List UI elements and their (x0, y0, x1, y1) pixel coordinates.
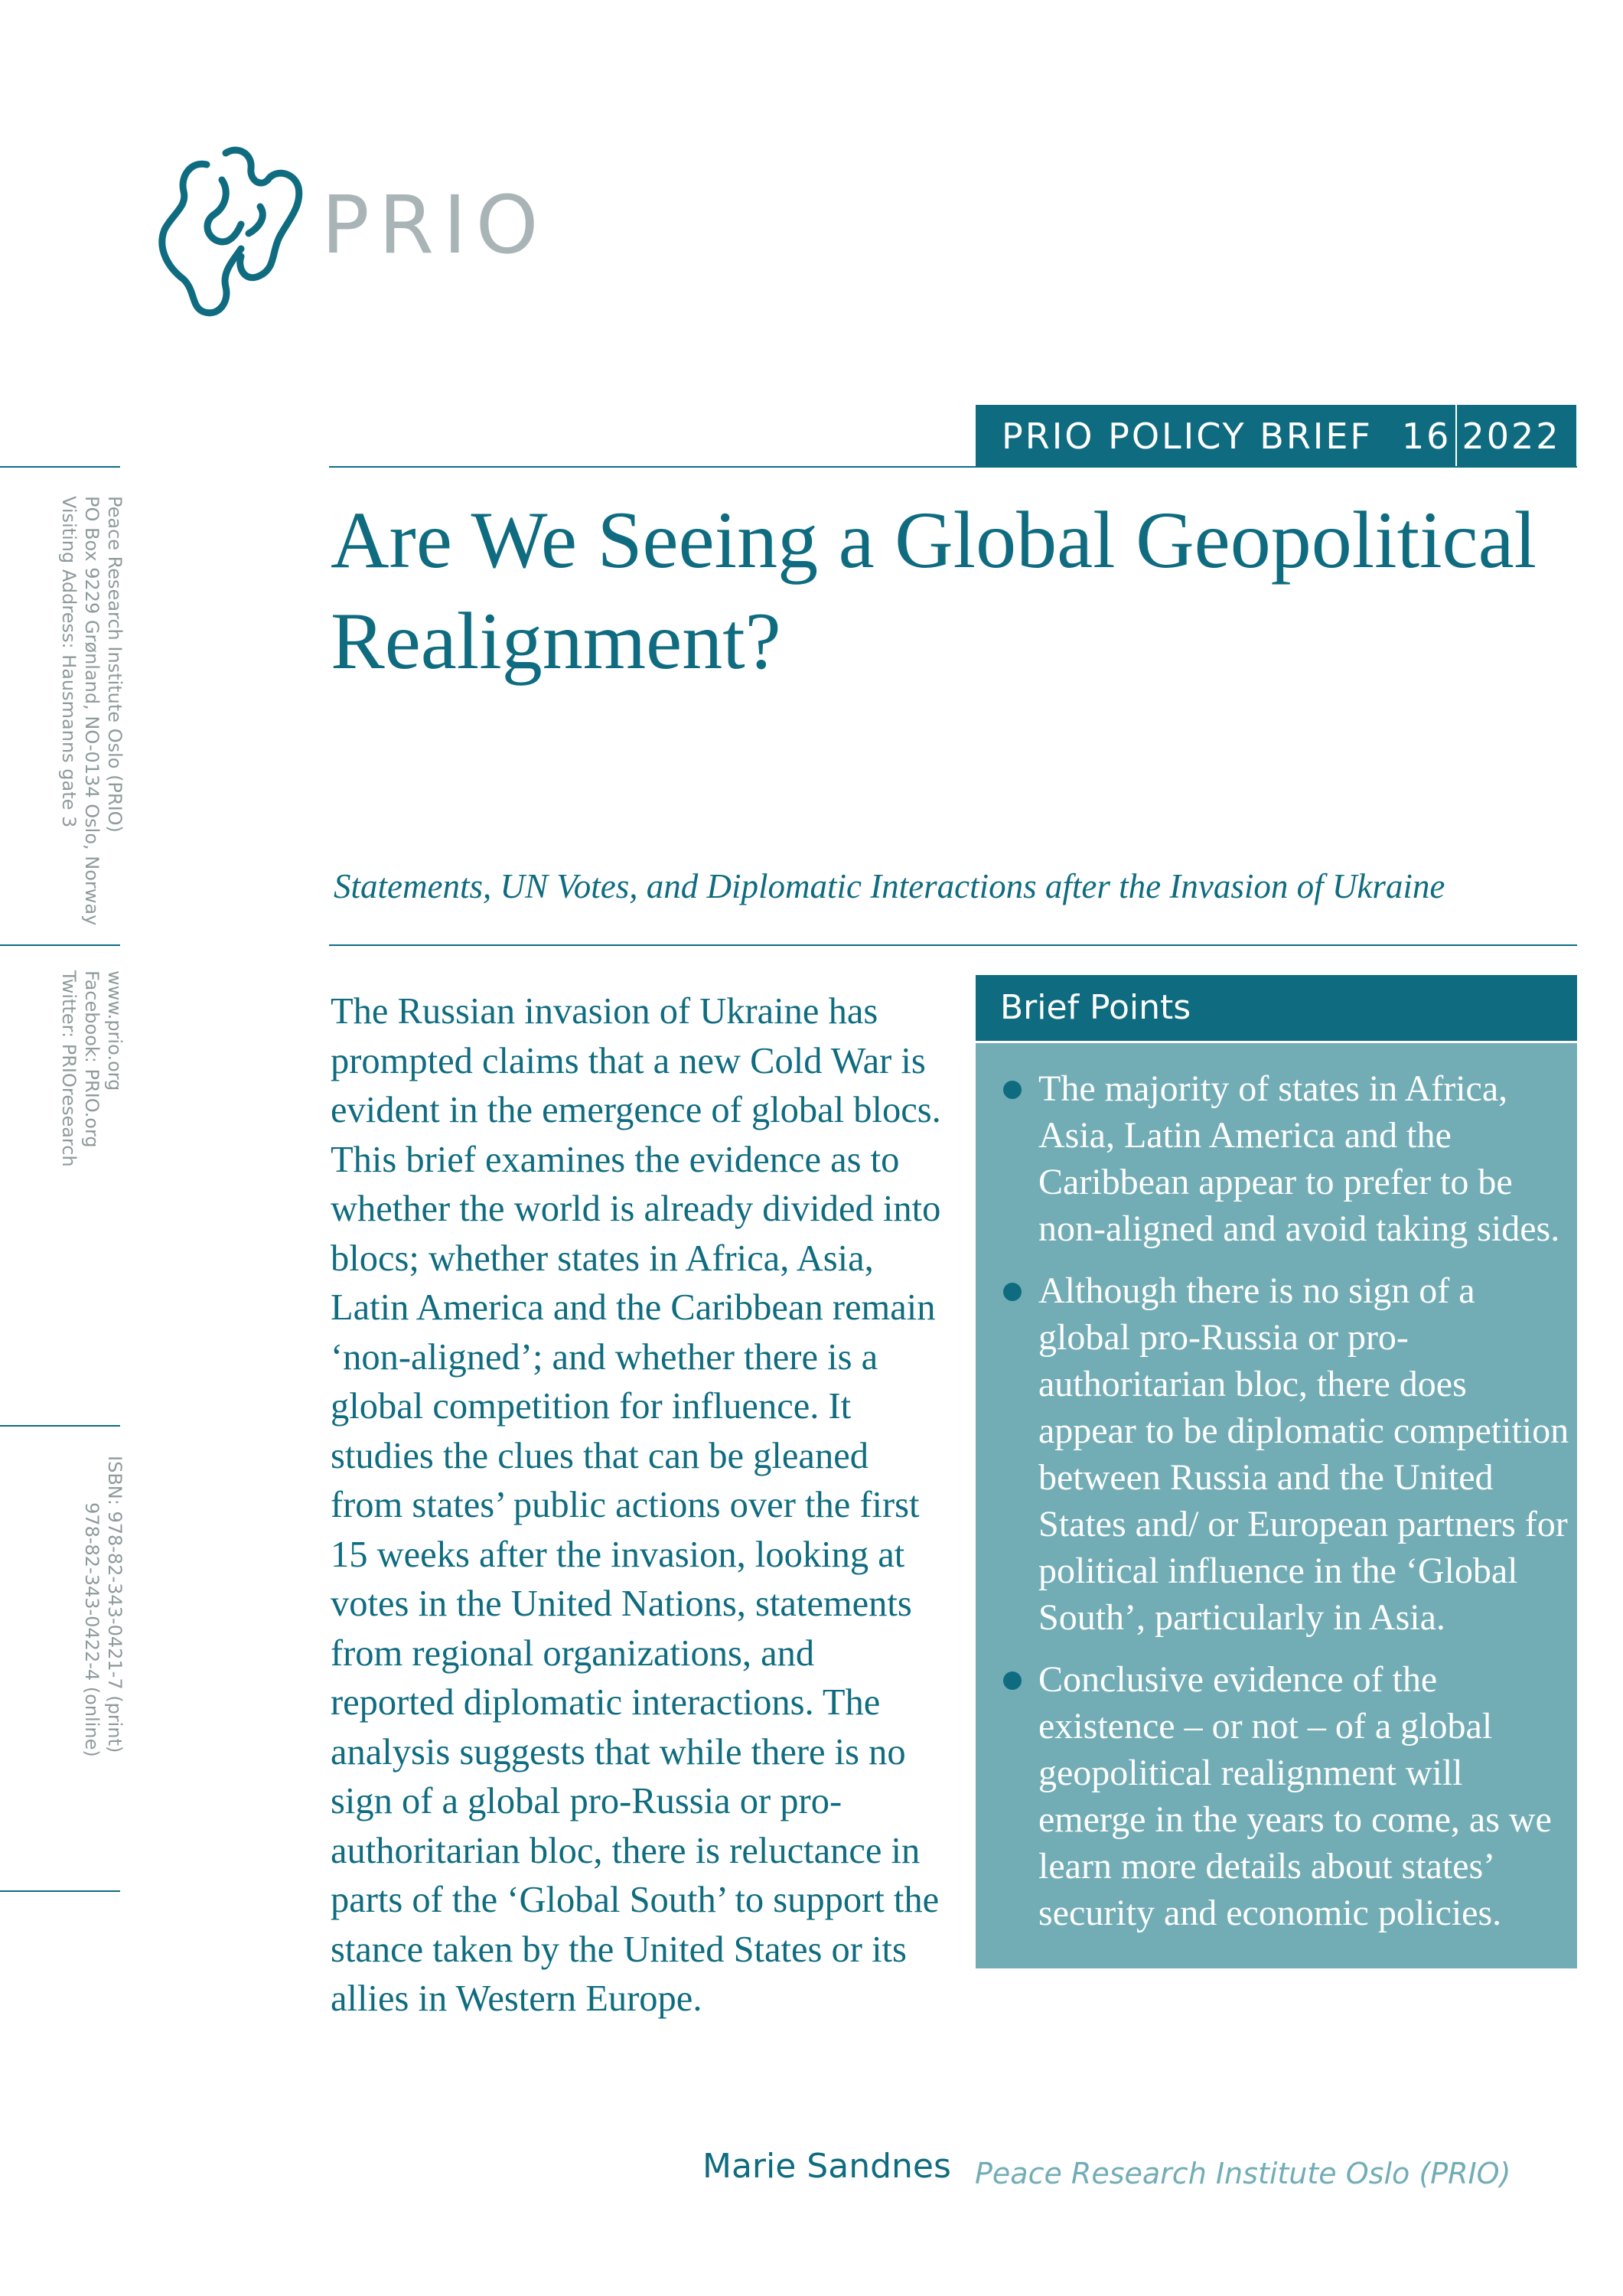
logo-wordmark: PRIO (321, 178, 548, 272)
sidebar-web-links: www.prio.org Facebook: PRIO.org Twitter: PRIOresearch (58, 970, 125, 1167)
series-year: 2022 (1462, 416, 1561, 457)
brief-heading-rule (976, 1041, 1577, 1043)
brief-points-box (976, 975, 1577, 1968)
side-divider (0, 944, 120, 946)
brief-point-text: The majority of states in Africa, Asia, Latin America and the Caribbean appear to prefer to be non-aligned and avoid taking sides. (1038, 1068, 1560, 1249)
prio-logo-mark-icon (153, 134, 314, 318)
header-rule (329, 466, 1577, 468)
brief-point-text: Although there is no sign of a global pro-Russia or pro-authoritarian bloc, there does appear to be diplomatic competition between Russia and the United States and/ or European partners for political influence in the ‘Global South’, particularly in Asia. (1038, 1270, 1569, 1638)
brief-point-text: Conclusive evidence of the existence – or not – of a global geopolitical realignment will emerge in the years to come, as we learn more details about states’ security and economic policies. (1038, 1659, 1552, 1933)
banner-divider (1455, 405, 1457, 468)
page-subtitle: Statements, UN Votes, and Diplomatic Interactions after the Invasion of Ukraine (334, 867, 1445, 905)
author-name: Marie Sandnes (702, 2147, 951, 2186)
list-item (976, 1065, 1577, 1252)
abstract-text: The Russian invasion of Ukraine has prompted claims that a new Cold War is evident in the emergence of global blocs. This brief examines the evidence as to whether the world is already divided into blocs; whether states in Africa, Asia, Latin America and the Caribbean remain ‘non-aligned’; and whether there is a global competition for influence. It studies the clues that can be gleaned from states’ public actions over the first 15 weeks after the invasion, looking at votes in the United Nations, statements from regional organizations, and reported diplomatic interactions. The analysis suggests that while there is no sign of a global pro-Russia or pro-authoritarian bloc, there is reluctance in parts of the ‘Global South’ to support the stance taken by the United States or its allies in Western Europe. (331, 991, 941, 2019)
list-item (976, 1656, 1577, 1936)
brief-points-list (976, 1065, 1577, 1952)
sidebar-isbn: ISBN: 978-82-343-0421-7 (print) 978-82-343-0422-4 (online) (81, 1456, 125, 1757)
bullet-icon (1003, 1283, 1022, 1301)
author-affiliation: Peace Research Institute Oslo (PRIO) (975, 2157, 1511, 2190)
subtitle-rule (329, 944, 1577, 946)
series-number: 16 (1401, 416, 1452, 457)
brief-points-heading: Brief Points (976, 975, 1577, 1041)
series-banner (976, 405, 1576, 468)
page-title: Are We Seeing a Global Geopolitical Realignment? (331, 495, 1537, 686)
sidebar-address: Peace Research Institute Oslo (PRIO) PO Box 9229 Grønland, NO-0134 Oslo, Norway Visiting Address: Hausmanns gate 3 (58, 496, 125, 926)
bullet-icon (1003, 1081, 1022, 1099)
side-divider (0, 1425, 120, 1427)
bullet-icon (1003, 1671, 1022, 1690)
side-divider (0, 466, 120, 468)
series-label: PRIO POLICY BRIEF (1002, 416, 1373, 457)
prio-logo (153, 134, 551, 318)
list-item (976, 1267, 1577, 1641)
side-divider (0, 1890, 120, 1892)
